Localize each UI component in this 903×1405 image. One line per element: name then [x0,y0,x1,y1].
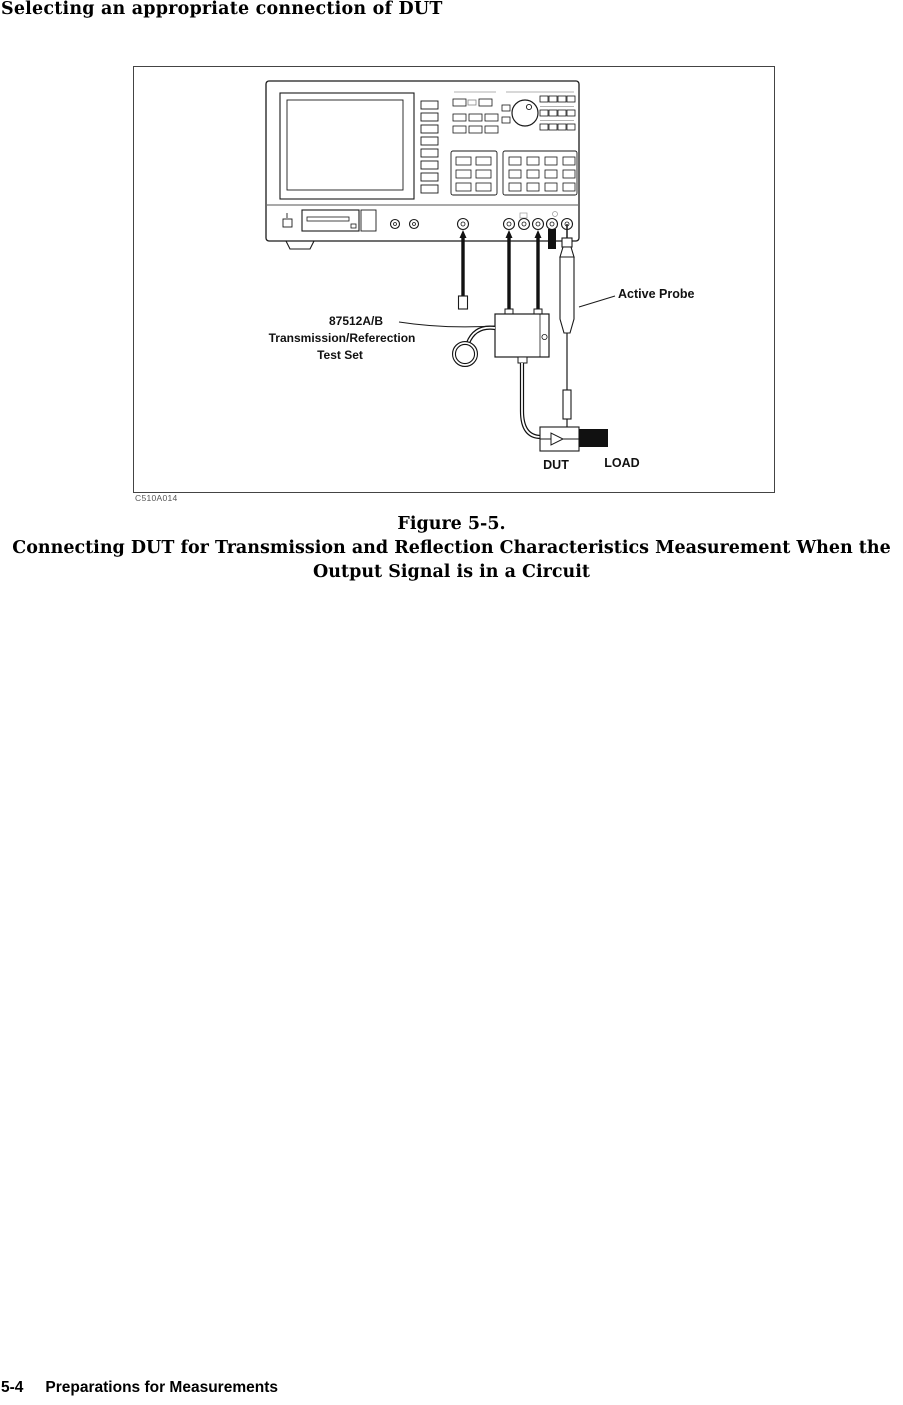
cable-test-set-1 [506,230,513,309]
figure-caption [0,512,903,584]
test-set-label-line2: Transmission/Referection [268,331,416,345]
figure-5-5 [133,66,775,503]
figure-code: C510A014 [135,493,178,503]
test-set [495,309,549,363]
load-block [579,429,608,447]
page-footer [1,1379,278,1397]
figure-border-box [133,66,775,493]
port-terminator [548,229,556,249]
cable-loop [454,328,495,365]
footer-page-number: 5-4 [1,1379,24,1396]
cable-probe-power [459,230,468,309]
cable-test-set-2 [535,230,542,309]
network-analyzer [266,81,579,249]
leader-test-set-label [399,322,495,327]
figure-caption-title: Figure 5-5. [397,514,506,534]
instrument-foot [286,241,314,249]
test-set-label-line1: 87512A/B [328,314,384,328]
footer-chapter-title: Preparations for Measurements [45,1379,278,1396]
load-label: LOAD [604,456,640,470]
figure-caption-line2: Output Signal is in a Circuit [313,562,590,582]
dut-label: DUT [543,458,569,472]
figure-diagram [134,67,774,492]
figure-caption-line1: Connecting DUT for Transmission and Reflection Characteristics Measurement When the [12,538,891,558]
page-heading: Selecting an appropriate connection of DUT [1,0,443,19]
dut-device [540,427,579,451]
leader-active-probe-label [579,296,615,307]
cable-test-set-to-dut [522,363,541,437]
active-probe [560,224,574,432]
test-set-label-line3: Test Set [317,348,363,362]
active-probe-label: Active Probe [618,287,695,301]
